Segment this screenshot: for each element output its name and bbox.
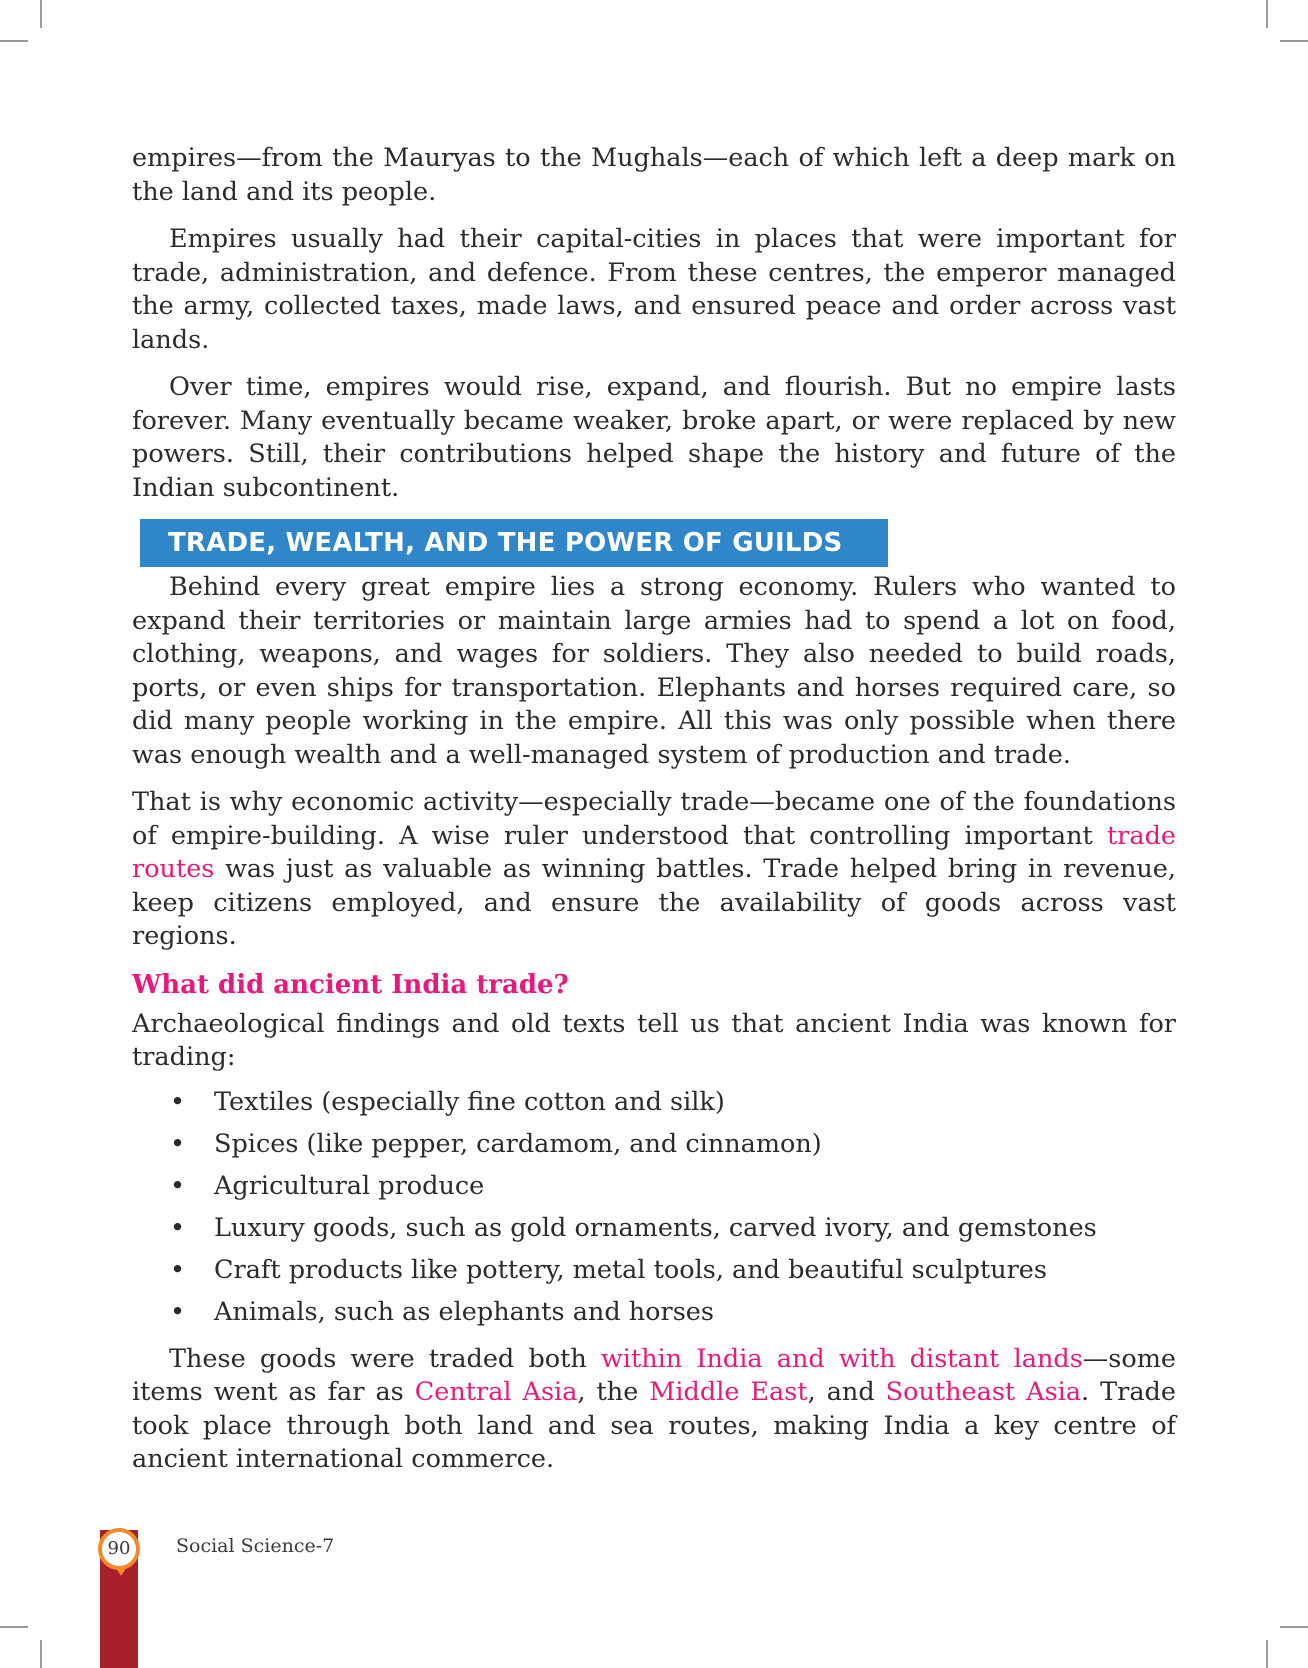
bullet-icon: • — [170, 1296, 186, 1327]
bullet-icon: • — [170, 1254, 186, 1285]
paragraph — [132, 1343, 1176, 1477]
page-content — [132, 142, 1176, 1491]
text-span: That is why economic activity—especially trade—became one of the foundations of empire-building. A wise ruler understood that controlling important — [132, 787, 1176, 851]
section-heading: TRADE, WEALTH, AND THE POWER OF GUILDS — [140, 519, 888, 567]
list-item-text: Agricultural produce — [214, 1170, 485, 1201]
crop-mark — [1266, 0, 1268, 28]
highlight-term: trade routes — [132, 820, 1176, 884]
bullet-icon: • — [170, 1170, 186, 1201]
text-span: was just as valuable as winning battles. Trade helped bring in revenue, keep citizens employed, and ensure the availability of goods across vast regions. — [132, 854, 1176, 951]
paragraph: Over time, empires would rise, expand, and flourish. But no empire lasts forever. Many eventually became weaker, broke apart, or were replaced by new powers. Still, their contributions helped shape the history and future of the Indian subcontinent. — [132, 372, 1176, 503]
subheading: What did ancient India trade? — [132, 969, 569, 1000]
page-number: 90 — [98, 1528, 140, 1570]
highlight-term: Southeast Asia — [885, 1377, 1082, 1407]
list-item — [132, 1291, 1176, 1333]
paragraph: Archaeological findings and old texts tell us that ancient India was known for trading: — [132, 1008, 1176, 1072]
list-item-text: Spices (like pepper, cardamom, and cinnamon) — [214, 1128, 822, 1159]
bullet-icon: • — [170, 1086, 186, 1117]
list-item-text: Textiles (especially fine cotton and silk) — [214, 1086, 725, 1117]
bullet-list — [132, 1081, 1176, 1333]
paragraph: empires—from the Mauryas to the Mughals—each of which left a deep mark on the land and its people. — [132, 143, 1176, 207]
crop-mark — [0, 40, 28, 42]
bullet-icon: • — [170, 1212, 186, 1243]
highlight-term: Middle East — [649, 1377, 808, 1407]
paragraph: Empires usually had their capital-cities in places that were important for trade, administration, and defence. From these centres, the emperor managed the army, collected taxes, made laws, and ensured peace and order across vast lands. — [132, 224, 1176, 355]
text-span: —some items went as far as — [132, 1343, 1177, 1407]
highlight-term: Central Asia — [414, 1377, 578, 1407]
text-span: , and — [807, 1377, 886, 1407]
crop-mark — [40, 1640, 42, 1668]
paragraph: Behind every great empire lies a strong economy. Rulers who wanted to expand their territories or maintain large armies had to spend a lot on food, clothing, weapons, and wages for soldiers. They also needed to build roads, ports, or even ships for transportation. Elephants and horses required care, so did many people working in the empire. All this was only possible when there was enough wealth and a well-managed system of production and trade. — [132, 572, 1176, 770]
crop-mark — [1266, 1640, 1268, 1668]
list-item — [132, 1165, 1176, 1207]
bullet-icon: • — [170, 1128, 186, 1159]
book-title: Social Science-7 — [176, 1535, 335, 1557]
list-item-text: Luxury goods, such as gold ornaments, carved ivory, and gemstones — [214, 1212, 1097, 1243]
list-item — [132, 1249, 1176, 1291]
text-span: , the — [577, 1377, 650, 1407]
text-span: These goods were traded both — [169, 1343, 601, 1374]
list-item — [132, 1123, 1176, 1165]
crop-mark — [0, 1626, 28, 1628]
crop-mark — [40, 0, 42, 28]
highlight-term: within India and with distant lands — [600, 1343, 1083, 1374]
list-item — [132, 1207, 1176, 1249]
crop-mark — [1280, 40, 1308, 42]
paragraph — [132, 786, 1176, 954]
text-span: . Trade took place through both land and sea routes, making India a key centre of ancient international commerce. — [132, 1377, 1176, 1474]
list-item-text: Craft products like pottery, metal tools, and beautiful sculptures — [214, 1254, 1047, 1285]
list-item — [132, 1081, 1176, 1123]
list-item-text: Animals, such as elephants and horses — [214, 1296, 714, 1327]
crop-mark — [1280, 1626, 1308, 1628]
